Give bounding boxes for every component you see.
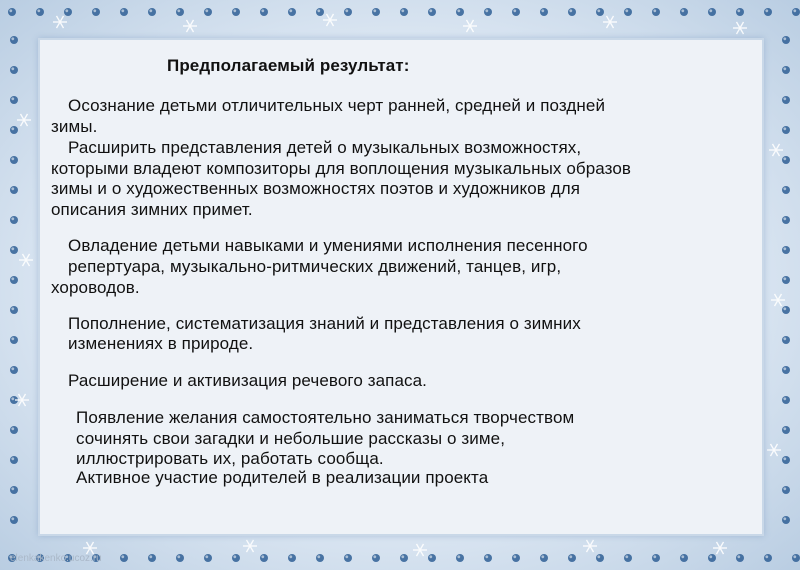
ornament-bead bbox=[540, 554, 548, 562]
ornament-bead bbox=[782, 306, 790, 314]
ornament-bead bbox=[176, 8, 184, 16]
ornament-bead bbox=[10, 156, 18, 164]
ornament-bead bbox=[764, 554, 772, 562]
ornament-bead bbox=[8, 8, 16, 16]
ornament-bead bbox=[596, 8, 604, 16]
ornament-bead bbox=[782, 426, 790, 434]
ornament-bead bbox=[680, 554, 688, 562]
text-line: которыми владеют композиторы для воплощения музыкальных образов bbox=[51, 159, 632, 178]
ornament-bead bbox=[782, 126, 790, 134]
text-line: Появление желания самостоятельно заниматься творчеством bbox=[76, 408, 575, 427]
snowflake-icon bbox=[771, 294, 785, 306]
ornament-bead bbox=[792, 554, 800, 562]
ornament-bead bbox=[782, 66, 790, 74]
ornament-bead bbox=[652, 554, 660, 562]
ornament-bead bbox=[782, 516, 790, 524]
ornament-bead bbox=[400, 8, 408, 16]
slide-title: Предполагаемый результат: bbox=[167, 56, 410, 75]
ornament-bead bbox=[680, 8, 688, 16]
ornament-bead bbox=[92, 8, 100, 16]
watermark: elenkakenko.ucoz.ru bbox=[10, 553, 102, 564]
snowflake-icon bbox=[463, 20, 477, 32]
snowflake-icon bbox=[19, 254, 33, 266]
ornament-bead bbox=[10, 66, 18, 74]
ornament-bead bbox=[288, 554, 296, 562]
ornament-bead bbox=[10, 366, 18, 374]
ornament-bead bbox=[10, 276, 18, 284]
snowflake-icon bbox=[183, 20, 197, 32]
ornament-bead bbox=[232, 554, 240, 562]
text-line: зимы. bbox=[51, 117, 98, 136]
ornament-bead bbox=[484, 8, 492, 16]
ornament-bead bbox=[568, 554, 576, 562]
ornament-bead bbox=[64, 8, 72, 16]
ornament-bead bbox=[288, 8, 296, 16]
ornament-bead bbox=[782, 186, 790, 194]
snowflake-icon bbox=[53, 16, 67, 28]
ornament-bead bbox=[782, 156, 790, 164]
ornament-bead bbox=[782, 336, 790, 344]
text-line: описания зимних примет. bbox=[51, 200, 253, 219]
ornament-bead bbox=[652, 8, 660, 16]
ornament-bead bbox=[624, 554, 632, 562]
ornament-bead bbox=[708, 554, 716, 562]
ornament-bead bbox=[10, 36, 18, 44]
ornament-bead bbox=[782, 96, 790, 104]
snowflake-icon bbox=[323, 14, 337, 26]
text-line: зимы и о художественных возможностях поэтов и художников для bbox=[51, 179, 581, 198]
ornament-bead bbox=[260, 554, 268, 562]
ornament-bead bbox=[540, 8, 548, 16]
text-line: изменениях в природе. bbox=[68, 334, 254, 353]
text-line: Овладение детьми навыками и умениями исполнения песенного bbox=[68, 236, 588, 255]
ornament-bead bbox=[10, 516, 18, 524]
ornament-bead bbox=[120, 8, 128, 16]
ornament-bead bbox=[344, 8, 352, 16]
ornament-bead bbox=[10, 486, 18, 494]
ornament-bead bbox=[10, 426, 18, 434]
ornament-bead bbox=[568, 8, 576, 16]
snowflake-icon bbox=[713, 542, 727, 554]
ornament-bead bbox=[10, 96, 18, 104]
ornament-bead bbox=[782, 366, 790, 374]
ornament-bead bbox=[10, 336, 18, 344]
ornament-bead bbox=[316, 8, 324, 16]
snowflake-icon bbox=[583, 540, 597, 552]
text-line: Расширение и активизация речевого запаса. bbox=[68, 371, 427, 390]
ornament-bead bbox=[176, 554, 184, 562]
ornament-bead bbox=[120, 554, 128, 562]
snowflake-icon bbox=[733, 22, 747, 34]
ornament-bead bbox=[782, 456, 790, 464]
ornament-bead bbox=[36, 8, 44, 16]
ornament-bead bbox=[782, 246, 790, 254]
ornament-bead bbox=[512, 8, 520, 16]
ornament-bead bbox=[512, 554, 520, 562]
text-line: Активное участие родителей в реализации проекта bbox=[76, 468, 489, 487]
ornament-bead bbox=[10, 456, 18, 464]
text-line: Расширить представления детей о музыкальных возможностях, bbox=[68, 138, 582, 157]
text-line: иллюстрировать их, работать сообща. bbox=[76, 449, 384, 468]
snowflake-icon bbox=[769, 144, 783, 156]
ornament-bead bbox=[764, 8, 772, 16]
ornament-bead bbox=[596, 554, 604, 562]
ornament-bead bbox=[736, 8, 744, 16]
text-line: Осознание детьми отличительных черт ранней, средней и поздней bbox=[68, 96, 606, 115]
ornament-bead bbox=[10, 246, 18, 254]
ornament-bead bbox=[316, 554, 324, 562]
text-line: репертуара, музыкально-ритмических движений, танцев, игр, bbox=[68, 257, 562, 276]
ornament-bead bbox=[204, 8, 212, 16]
snowflake-icon bbox=[17, 114, 31, 126]
ornament-bead bbox=[782, 486, 790, 494]
snowflake-icon bbox=[767, 444, 781, 456]
ornament-bead bbox=[428, 8, 436, 16]
ornament-bead bbox=[708, 8, 716, 16]
ornament-bead bbox=[372, 554, 380, 562]
text-line: сочинять свои загадки и небольшие рассказы о зиме, bbox=[76, 429, 506, 448]
text-line: Пополнение, систематизация знаний и представления о зимних bbox=[68, 314, 581, 333]
ornament-bead bbox=[148, 8, 156, 16]
ornament-bead bbox=[456, 554, 464, 562]
ornament-bead bbox=[10, 126, 18, 134]
ornament-bead bbox=[372, 8, 380, 16]
ornament-bead bbox=[782, 276, 790, 284]
snowflake-icon bbox=[413, 544, 427, 556]
ornament-bead bbox=[344, 554, 352, 562]
ornament-bead bbox=[782, 396, 790, 404]
ornament-bead bbox=[736, 554, 744, 562]
ornament-bead bbox=[10, 186, 18, 194]
ornament-bead bbox=[204, 554, 212, 562]
ornament-bead bbox=[10, 216, 18, 224]
ornament-bead bbox=[400, 554, 408, 562]
ornament-bead bbox=[456, 8, 464, 16]
ornament-bead bbox=[428, 554, 436, 562]
ornament-bead bbox=[782, 216, 790, 224]
ornament-bead bbox=[624, 8, 632, 16]
ornament-bead bbox=[260, 8, 268, 16]
ornament-bead bbox=[782, 36, 790, 44]
snowflake-icon bbox=[603, 16, 617, 28]
ornament-bead bbox=[484, 554, 492, 562]
ornament-bead bbox=[232, 8, 240, 16]
ornament-bead bbox=[148, 554, 156, 562]
ornament-bead bbox=[792, 8, 800, 16]
text-line: хороводов. bbox=[51, 278, 140, 297]
snowflake-icon bbox=[243, 540, 257, 552]
ornament-bead bbox=[10, 306, 18, 314]
snowflake-icon bbox=[15, 394, 29, 406]
